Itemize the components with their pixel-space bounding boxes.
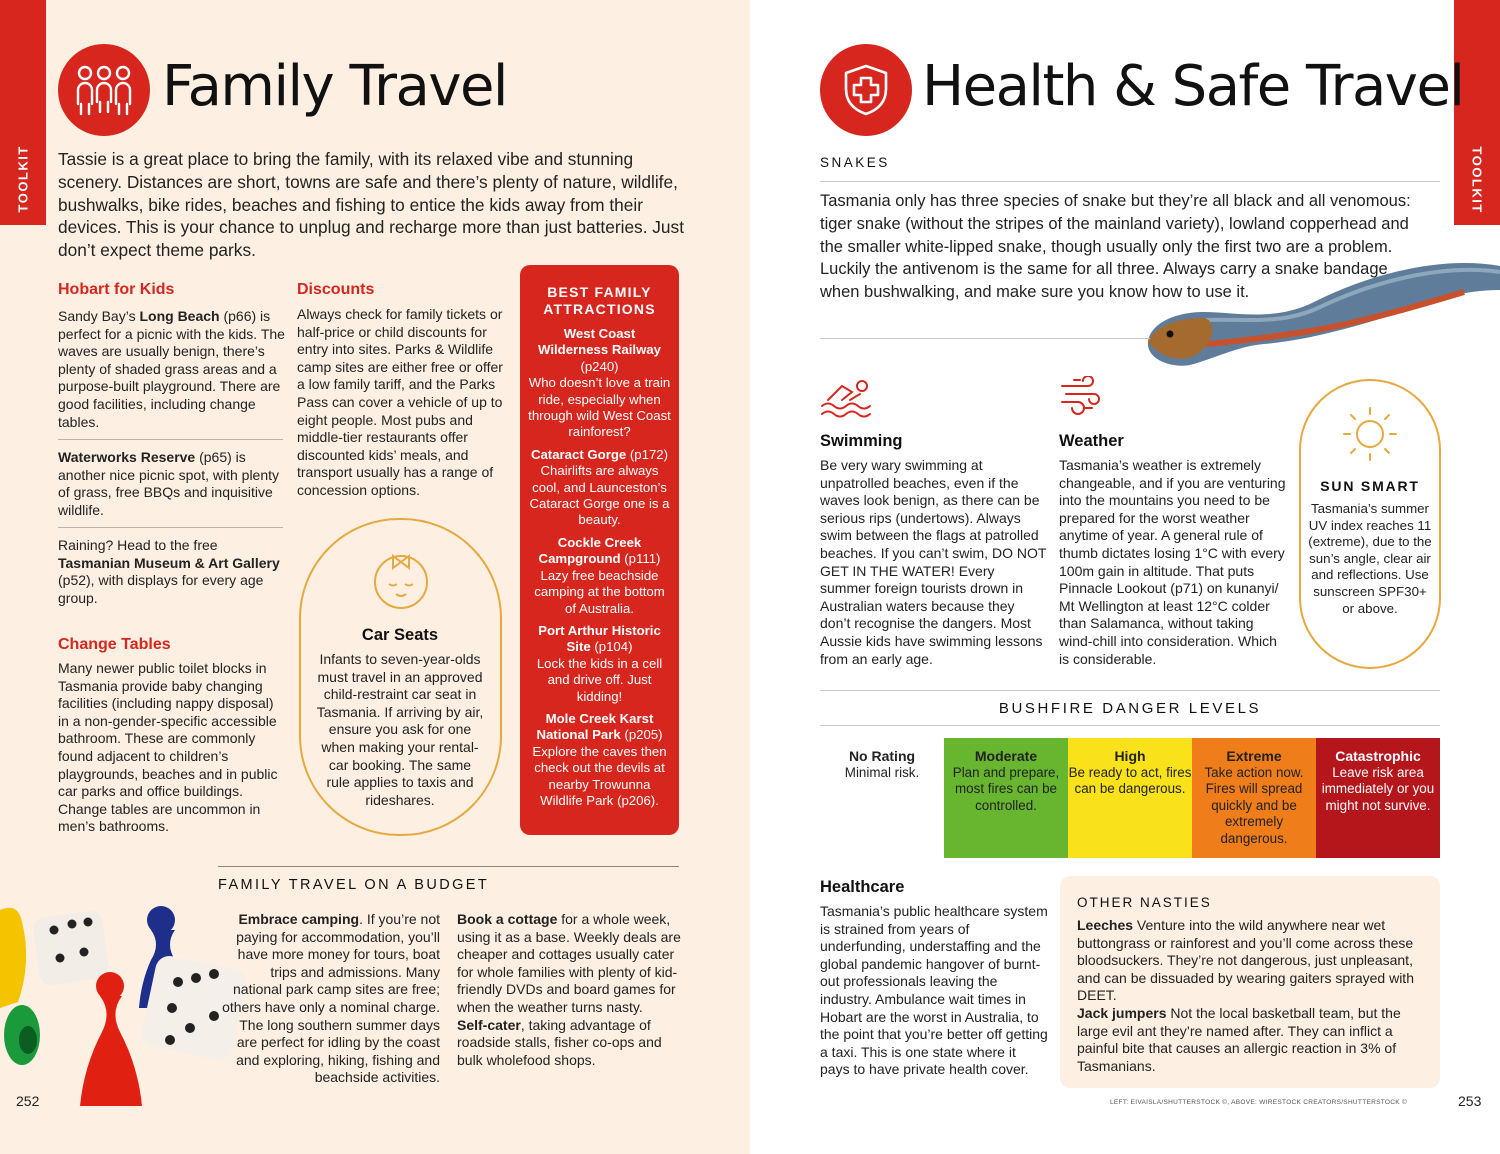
attraction-item: Port Arthur Historic Site (p104) Lock the kids in a cell and drive off. Just kidding!	[536, 622, 663, 704]
swimming-heading: Swimming	[820, 432, 903, 450]
toolkit-tab-left	[0, 0, 46, 225]
attraction-item: Mole Creek Karst National Park (p205) Explore the caves then check out the devils at nearby Trowunna Wildlife Park (p206).	[532, 710, 667, 808]
page-number: 252	[16, 1093, 40, 1109]
divider	[218, 866, 679, 867]
bushfire-level-none: No Rating Minimal risk.	[820, 738, 944, 858]
family-icon	[58, 44, 150, 136]
leeches-text: Leeches Venture into the wild anywhere near wet buttongrass or rainforest and you’ll come across these bloodsuckers. They’re not dangerous, just unpleasant, and can be dissuaded by wearing gaiters sprayed with DEET.	[1077, 917, 1414, 1004]
page-number: 253	[1458, 1093, 1482, 1109]
photo-credits: LEFT: EIVAISLA/SHUTTERSTOCK ©, ABOVE: WIRESTOCK CREATORS/SHUTTERSTOCK ©	[1110, 1099, 1408, 1106]
car-seats-heading: Car Seats	[361, 626, 439, 644]
swimming-text: Be very wary swimming at unpatrolled beaches, even if the waves look benign, as there can be serious rips (undertows). Always swim between the flags at patrolled beaches. If you can’t swim, DO NOT GET IN THE WATER! Every summer foreign tourists drown in Australian waters because they don’t recognise the dangers. Most Aussie kids have swimming lessons from an early age.	[820, 457, 1047, 667]
toolkit-tab-label: TOOLKIT	[1469, 146, 1485, 214]
snakes-text: Tasmania only has three species of snake but they’re all black and all venomous: tiger snake (without the stripes of the mainland variety), lowland copperhead and the smaller white-lipped snake, though usually only the first two are a problem. Luckily the antivenom is the same for all three. Always carry a snake bandage when bushwalking, and make sure you know how to use it.	[820, 192, 1411, 302]
board-game-pieces-image	[0, 900, 250, 1115]
swimmer-icon	[820, 376, 876, 423]
wind-icon	[1060, 376, 1104, 423]
snakes-heading: SNAKES	[820, 155, 890, 170]
divider	[820, 338, 1150, 339]
hobart-p2: Waterworks Reserve (p65) is another nice picnic spot, with plenty of grass, free BBQs and inquisitive wildlife.	[58, 449, 280, 518]
hobart-p1: Sandy Bay’s Long Beach (p66) is perfect for a picnic with the kids. The waves are usually benign, there’s plenty of shaded grass areas and a purpose-built playground. There are good facilities, including change tables.	[58, 308, 285, 430]
car-seats-text: Infants to seven-year-olds must travel in an approved child-restraint car seat in Tasmania. If arriving by air, ensure you ask for one when making your rental-car booking. The same rule applies to taxis and rideshares.	[316, 651, 484, 808]
best-attractions-box	[520, 265, 679, 835]
other-nasties-heading: OTHER NASTIES	[1077, 895, 1212, 910]
divider	[58, 527, 283, 528]
bushfire-level-high: High Be ready to act, fires can be dangerous.	[1068, 738, 1192, 858]
hobart-p3: Raining? Head to the free Tasmanian Museum & Art Gallery (p52), with displays for every age group.	[58, 537, 280, 606]
weather-heading: Weather	[1059, 432, 1124, 450]
bushfire-level-extreme: Extreme Take action now. Fires will spread quickly and be extremely dangerous.	[1192, 738, 1316, 858]
bushfire-heading: BUSHFIRE DANGER LEVELS	[998, 700, 1262, 717]
jack-jumpers-text: Jack jumpers Not the local basketball team, but the large evil ant they’re named after. They can inflict a painful bite that causes an allergic reaction in 3% of Tasmanians.	[1077, 1004, 1401, 1074]
healthcare-heading: Healthcare	[820, 878, 905, 896]
bushfire-level-moderate: Moderate Plan and prepare, most fires can be controlled.	[944, 738, 1068, 858]
attraction-item: Cataract Gorge (p172) Chairlifts are always cool, and Launceston’s Cataract Gorge one is a beauty.	[529, 446, 670, 528]
page-title: Family Travel	[162, 54, 507, 119]
bushfire-level-catastrophic: Catastrophic Leave risk area immediately or you might not survive.	[1316, 738, 1440, 858]
page-title: Health & Safe Travel	[922, 54, 1464, 119]
discounts-text: Always check for family tickets or half-price or child discounts for entry into sites. Parks & Wildlife camp sites are either free or offer a low family tariff, and the Parks Pass can cover a vehicle of up to eight people. Most pubs and middle-tier restaurants offer discounted kids’ meals, and transport usually has a range of concession options.	[297, 306, 503, 498]
intro-paragraph: Tassie is a great place to bring the family, with its relaxed vibe and stunning scenery. Distances are short, towns are safe and there’s plenty of nature, wildlife, bushwalks, bike rides, beaches and fishing to entice the kids away from their devices. This is your chance to unplug and recharge more than just batteries. Just don’t expect theme parks.	[58, 149, 684, 261]
attraction-item: Cockle Creek Campground (p111) Lazy free beachside camping at the bottom of Australia.	[534, 534, 665, 616]
right-page	[750, 0, 1500, 1154]
other-nasties-box	[1060, 876, 1440, 1088]
discounts-heading: Discounts	[297, 281, 375, 298]
attraction-item: West Coast Wilderness Railway (p240) Who doesn’t love a train ride, especially when through wild West Coast rainforest?	[528, 326, 671, 440]
sun-icon	[1342, 406, 1398, 467]
sun-smart-heading: SUN SMART	[1320, 478, 1420, 494]
change-tables-heading: Change Tables	[58, 636, 171, 653]
budget-camping: Embrace camping. If you’re not paying for accommodation, you’ll have more money for tours, boat trips and admissions. Many national park camp sites are free; others have only a nominal charge. The long southern summer days are perfect for idling by the coast and exploring, hiking, fishing and beachside activities.	[222, 911, 440, 1086]
divider	[820, 725, 1440, 726]
divider	[820, 690, 1440, 691]
toolkit-tab-label: TOOLKIT	[15, 145, 31, 213]
change-tables-text: Many newer public toilet blocks in Tasmania provide baby changing facilities (including nappy disposal) in a non-gender-specific accessible bathroom. These are commonly found adjacent to children’s playgrounds, beaches and in public car parks and office buildings. Change tables are uncommon in men’s bathrooms.	[58, 660, 278, 835]
hobart-heading: Hobart for Kids	[58, 281, 175, 298]
shield-cross-icon	[820, 44, 912, 136]
baby-icon	[368, 546, 434, 615]
budget-heading: FAMILY TRAVEL ON A BUDGET	[218, 877, 490, 893]
snake-image	[1144, 252, 1500, 387]
sun-smart-text: Tasmania’s summer UV index reaches 11 (extreme), due to the sun’s angle, clear air and reflections. Use sunscreen SPF30+ or above.	[1308, 501, 1432, 616]
weather-text: Tasmania’s weather is extremely changeable, and if you are venturing into the mountains you need to be prepared for the worst weather anytime of year. A general rule of thumb dictates losing 1°C with every 100m gain in altitude. That puts Pinnacle Lookout (p71) on kunanyi/ Mt Wellington at least 12°C colder than Salamanca, without taking wind-chill into consideration. Which is considerable.	[1059, 457, 1286, 667]
divider	[820, 181, 1440, 182]
best-attractions-heading: BEST FAMILY ATTRACTIONS	[543, 284, 656, 317]
budget-cottage: Book a cottage for a whole week, using it as a base. Weekly deals are cheaper and cottages usually cater for whole families with plenty of kid-friendly DVDs and board games for when the weather turns nasty. Self-cater, taking advantage of roadside stalls, fisher co-ops and bulk wholefood shops.	[457, 911, 681, 1068]
healthcare-text: Tasmania’s public healthcare system is strained from years of underfunding, understaffing and the global pandemic hangover of burnt-out professionals leaving the industry. Ambulance wait times in Hobart are the worst in Australia, to the point that you’re better off getting a taxi. This is one state where it pays to have private health cover.	[820, 903, 1048, 1078]
divider	[58, 439, 283, 440]
